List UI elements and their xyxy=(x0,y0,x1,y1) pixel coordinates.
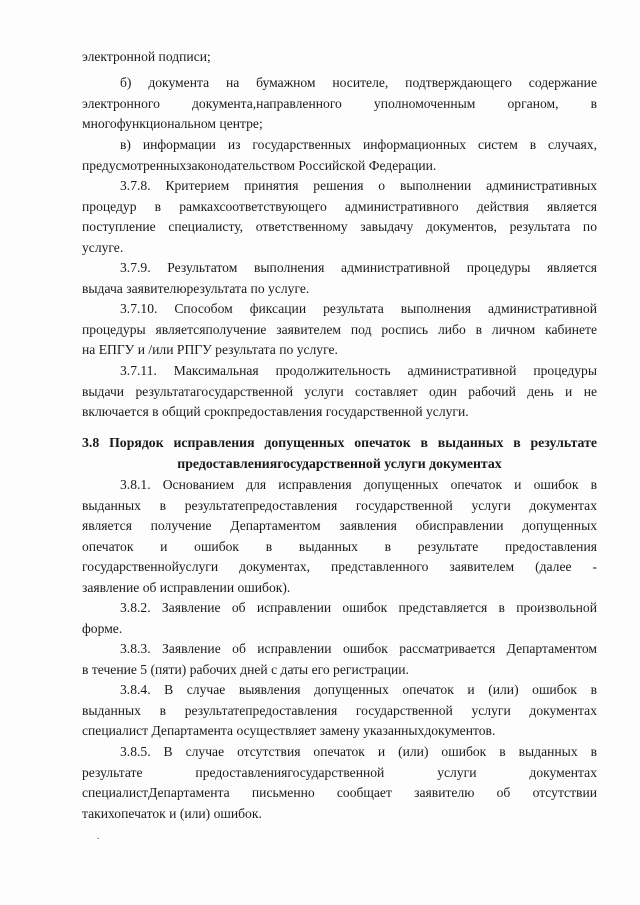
text-line: опечаток и ошибок в выданных в результате предоставления xyxy=(82,538,597,554)
paragraph-3-7-9 xyxy=(82,258,597,299)
text-line: 3.7.11. Максимальная продолжительность административной процедуры xyxy=(120,363,597,378)
section-heading-3-8 xyxy=(82,433,597,474)
text-line: выданных в результатепредоставления государственной услуги документах xyxy=(82,497,597,513)
paragraph-3-8-1 xyxy=(82,475,597,599)
paragraph-3-8-4 xyxy=(82,680,597,742)
paragraph-item-v xyxy=(82,135,597,176)
text-line: электронной подписи; xyxy=(82,49,211,64)
text-line: выданных в результатепредоставления государственной услуги документах xyxy=(82,702,597,718)
text-line: процедур в рамкахсоответствующего административного действия является xyxy=(82,198,597,214)
paragraph-3-8-5 xyxy=(82,742,597,824)
text-line: такихопечаток и (или) ошибок. xyxy=(82,805,262,821)
text-line: является получение Департаментом заявления обисправлении допущенных xyxy=(82,518,597,534)
heading-line: 3.8 Порядок исправления допущенных опечаток в выданных в результате xyxy=(82,435,597,450)
text-line: включается в общий срокпредоставления государственной услуги. xyxy=(82,404,469,420)
text-line: в течение 5 (пяти) рабочих дней с даты его регистрации. xyxy=(82,661,409,677)
text-line: в) информации из государственных информационных систем в случаях, xyxy=(120,137,597,152)
text-line: заявление об исправлении ошибок). xyxy=(82,579,291,595)
text-line: государственнойуслуги документах, представленного заявителем (далее - xyxy=(82,559,597,575)
text-line: специалист Департамента осуществляет замену указанныхдокументов. xyxy=(82,723,496,739)
text-line: выдачи результатагосударственной услуги составляет один рабочий день и не xyxy=(82,383,597,399)
text-line: процедуры являетсяполучение заявителем под роспись либо в личном кабинете xyxy=(82,321,597,337)
heading-line: предоставлениягосударственной услуги документах xyxy=(177,455,502,471)
text-line: поступление специалисту, ответственному завыдачу документов, результата по xyxy=(82,219,597,235)
text-line: многофункциональном центре; xyxy=(82,116,263,132)
scan-speck xyxy=(97,838,99,839)
text-line: б) документа на бумажном носителе, подтверждающего содержание xyxy=(120,75,597,90)
paragraph-3-7-8 xyxy=(82,176,597,258)
text-line: выдача заявителюрезультата по услуге. xyxy=(82,280,310,296)
text-line: 3.7.8. Критерием принятия решения о выполнении административных xyxy=(120,178,597,193)
text-line: специалистДепартамента письменно сообщает заявителю об отсутствии xyxy=(82,785,597,801)
text-line: 3.7.10. Способом фиксации результата выполнения административной xyxy=(120,301,597,316)
text-line: 3.8.5. В случае отсутствия опечаток и (или) ошибок в выданных в xyxy=(120,744,597,759)
text-line: 3.7.9. Результатом выполнения административной процедуры является xyxy=(120,260,597,275)
text-line: форме. xyxy=(82,620,123,636)
paragraph-item-b xyxy=(82,73,597,135)
text-line: 3.8.4. В случае выявления допущенных опечаток и (или) ошибок в xyxy=(120,682,597,697)
text-line: результате предоставлениягосударственной услуги документах xyxy=(82,764,597,780)
text-line: электронного документа,направленного уполномоченным органом, в xyxy=(82,95,597,111)
paragraph-3-7-10 xyxy=(82,299,597,361)
paragraph-3-8-2 xyxy=(82,598,597,639)
text-line: 3.8.3. Заявление об исправлении ошибок рассматривается Департаментом xyxy=(120,641,597,656)
text-line: услуге. xyxy=(82,239,124,255)
paragraph-3-8-3 xyxy=(82,639,597,680)
text-line: 3.8.2. Заявление об исправлении ошибок представляется в произвольной xyxy=(120,600,597,615)
text-line: на ЕПГУ и /или РПГУ результата по услуге. xyxy=(82,342,338,358)
text-line: предусмотренныхзаконодательством Российской Федерации. xyxy=(82,157,437,173)
text-line: 3.8.1. Основанием для исправления допущенных опечаток и ошибок в xyxy=(120,477,597,492)
paragraph-3-7-11 xyxy=(82,361,597,423)
paragraph-continuation xyxy=(82,47,597,68)
